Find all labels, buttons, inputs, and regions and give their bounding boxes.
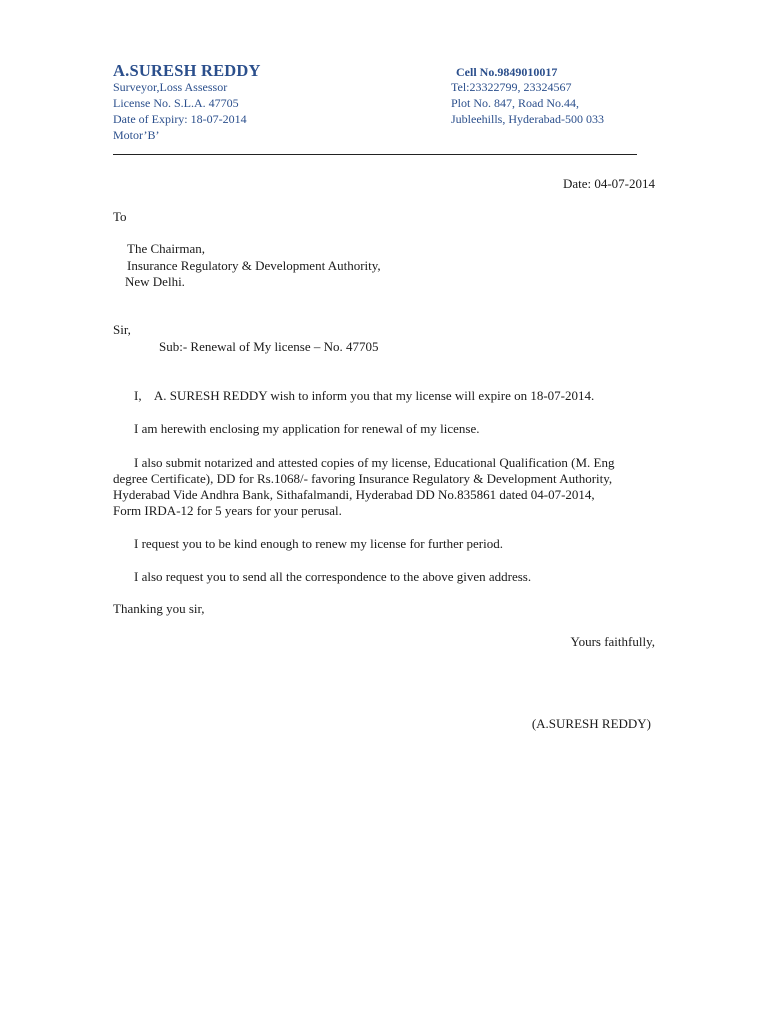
subject-line: Sub:- Renewal of My license – No. 47705 xyxy=(159,339,379,354)
sender-category: Motor’B’ xyxy=(113,128,160,142)
sender-cell: Cell No.9849010017 xyxy=(456,65,558,79)
closing-line: Thanking you sir, xyxy=(113,601,205,616)
paragraph-documents-line-1: I also submit notarized and attested copies of my license, Educational Qualification (M. Eng xyxy=(134,455,615,470)
paragraph-intent: I, A. SURESH REDDY wish to inform you that my license will expire on 18-07-2014. xyxy=(134,388,595,403)
sender-name: A.SURESH REDDY xyxy=(113,61,261,80)
valediction: Yours faithfully, xyxy=(570,634,655,649)
addressee-line-2: Insurance Regulatory & Development Authority, xyxy=(127,258,381,273)
signature-name: (A.SURESH REDDY) xyxy=(531,716,651,731)
sender-address-line-2: Jubleehills, Hyderabad-500 033 xyxy=(451,112,604,126)
sender-expiry: Date of Expiry: 18-07-2014 xyxy=(113,112,247,126)
sender-license: License No. S.L.A. 47705 xyxy=(113,96,239,110)
paragraph-enclosure: I am herewith enclosing my application for renewal of my license. xyxy=(134,421,480,436)
paragraph-documents-line-4: Form IRDA-12 for 5 years for your perusal. xyxy=(113,503,342,518)
sender-address-line-1: Plot No. 847, Road No.44, xyxy=(451,96,580,110)
salutation: Sir, xyxy=(113,322,131,337)
sender-occupation: Surveyor,Loss Assessor xyxy=(113,80,228,94)
paragraph-correspondence: I also request you to send all the correspondence to the above given address. xyxy=(134,569,532,584)
paragraph-documents-line-3: Hyderabad Vide Andhra Bank, Sithafalmandi, Hyderabad DD No.835861 dated 04-07-2014, xyxy=(113,487,595,502)
to-label: To xyxy=(113,209,127,224)
sender-telephone: Tel:23322799, 23324567 xyxy=(451,80,572,94)
letter-date: Date: 04-07-2014 xyxy=(562,176,655,191)
addressee-line-3: New Delhi. xyxy=(125,274,185,289)
addressee-line-1: The Chairman, xyxy=(127,241,205,256)
letterhead-divider xyxy=(113,154,637,155)
paragraph-request: I request you to be kind enough to renew my license for further period. xyxy=(134,536,503,551)
paragraph-documents-line-2: degree Certificate), DD for Rs.1068/- favoring Insurance Regulatory & Development Authority, xyxy=(113,471,613,486)
